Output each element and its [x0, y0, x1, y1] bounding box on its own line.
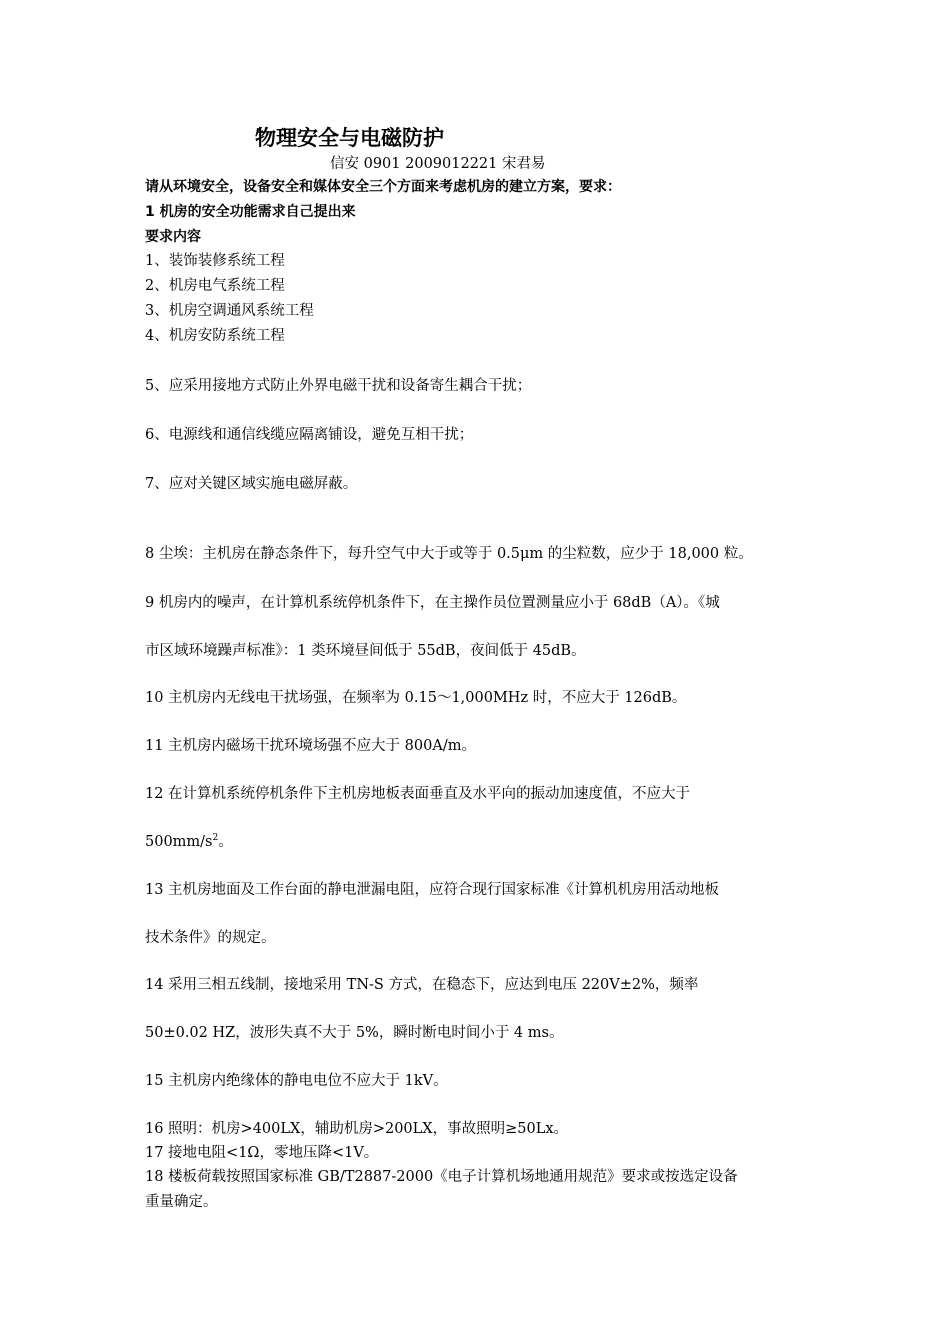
document-title: 物理安全与电磁防护 [255, 126, 444, 150]
list-item: 8 尘埃：主机房在静态条件下，每升空气中大于或等于 0.5μm 的尘粒数，应少于 18,000 粒。 [145, 546, 753, 562]
superscript-exponent: 2 [212, 833, 219, 844]
list-item-continuation [145, 832, 233, 852]
list-item-continuation: 技术条件》的规定。 [145, 930, 276, 946]
author-line: 信安 0901 2009012221 宋君易 [330, 156, 546, 172]
list-item-continuation: 重量确定。 [145, 1194, 218, 1210]
list-item: 2、机房电气系统工程 [145, 278, 285, 294]
list-item: 4、机房安防系统工程 [145, 328, 285, 344]
sentence-end: 。 [218, 834, 233, 850]
requirement-1: 1 机房的安全功能需求自己提出来 [145, 204, 356, 220]
list-item: 14 采用三相五线制，接地采用 TN-S 方式，在稳态下，应达到电压 220V±2%，频率 [145, 977, 699, 993]
list-item: 3、机房空调通风系统工程 [145, 303, 314, 319]
list-item: 13 主机房地面及工作台面的静电泄漏电阻，应符合现行国家标准《计算机机房用活动地板 [145, 882, 720, 898]
list-item: 1、装饰装修系统工程 [145, 253, 285, 269]
list-item: 18 楼板荷载按照国家标准 GB/T2887-2000《电子计算机场地通用规范》要求或按选定设备 [145, 1169, 738, 1185]
list-item: 16 照明：机房>400LX，辅助机房>200LX，事故照明≥50Lx。 [145, 1121, 569, 1137]
vibration-value: 500mm/s [145, 834, 213, 850]
list-item: 9 机房内的噪声，在计算机系统停机条件下，在主操作员位置测量应小于 68dB（A）。《城 [145, 595, 720, 611]
list-item: 12 在计算机系统停机条件下主机房地板表面垂直及水平向的振动加速度值，不应大于 [145, 786, 691, 802]
requirement-content-heading: 要求内容 [145, 229, 201, 245]
list-item: 17 接地电阻<1Ω，零地压降<1V。 [145, 1145, 379, 1161]
list-item-continuation: 50±0.02 HZ，波形失真不大于 5%，瞬时断电时间小于 4 ms。 [145, 1025, 564, 1041]
list-item: 11 主机房内磁场干扰环境场强不应大于 800A/m。 [145, 738, 476, 754]
list-item: 5、应采用接地方式防止外界电磁干扰和设备寄生耦合干扰； [145, 378, 532, 394]
list-item: 6、电源线和通信线缆应隔离铺设，避免互相干扰； [145, 427, 474, 443]
list-item: 7、应对关键区域实施电磁屏蔽。 [145, 476, 358, 492]
list-item: 10 主机房内无线电干扰场强，在频率为 0.15～1,000MHz 时，不应大于 126dB。 [145, 690, 687, 706]
intro-text: 请从环境安全，设备安全和媒体安全三个方面来考虑机房的建立方案，要求： [145, 179, 621, 195]
list-item: 15 主机房内绝缘体的静电电位不应大于 1kV。 [145, 1073, 448, 1089]
list-item-continuation: 市区域环境躁声标准》：1 类环境昼间低于 55dB，夜间低于 45dB。 [145, 643, 586, 659]
